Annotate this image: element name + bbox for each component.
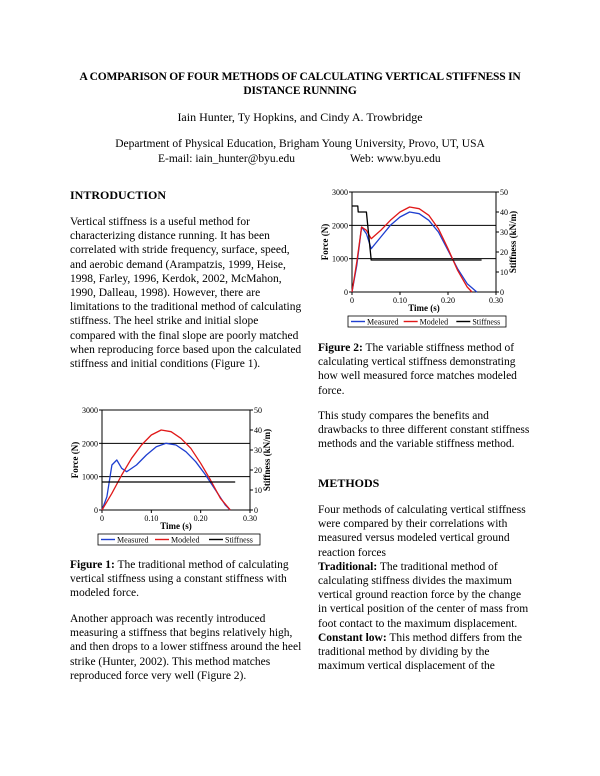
authors: Iain Hunter, Ty Hopkins, and Cindy A. Trowbridge bbox=[177, 110, 423, 124]
figure-2-y-right-tick-label: 10 bbox=[500, 268, 508, 277]
figure-2-x-tick-label: 0 bbox=[350, 296, 354, 305]
figure-2-y-right-axis-label: Stiffness (kN/m) bbox=[508, 210, 518, 274]
variable-stiffness-paragraph: Another approach was recently introduced measuring a stiffness that begins relatively high, and then drops to a lower stiffness around the heel strike (Hunter, 2002). This method matches reproduced force very well (Figure 2). bbox=[70, 613, 302, 682]
figure-1-plot-frame bbox=[102, 410, 250, 510]
methods-heading: METHODS bbox=[318, 476, 380, 490]
figure-1-plot bbox=[70, 406, 272, 545]
figure-1-y-right-tick-label: 40 bbox=[254, 426, 262, 435]
figure-1-y-right-tick-label: 50 bbox=[254, 406, 262, 415]
figure-2-legend-label-modeled: Modeled bbox=[419, 317, 449, 327]
figure-1-y-left-axis-label: Force (N) bbox=[70, 441, 80, 479]
figure-2-series-stiffness bbox=[352, 206, 482, 260]
figure-2-y-left-tick-label: 0 bbox=[344, 288, 348, 297]
traditional-label: Traditional: bbox=[318, 560, 378, 573]
figure-1-y-right-tick-label: 0 bbox=[254, 506, 258, 515]
figure-2-legend-label-measured: Measured bbox=[367, 317, 399, 327]
figure-2-y-left-axis-label: Force (N) bbox=[320, 223, 330, 261]
figure-1-y-left-tick-label: 0 bbox=[94, 506, 98, 515]
traditional-text: The traditional method of calculating stiffness divides the maximum vertical ground reaction force by the change in vertical position of the center of mass from foot contact to the maximum displacement. bbox=[318, 560, 529, 630]
figure-2-legend-label-stiffness: Stiffness bbox=[472, 317, 501, 327]
figure-1-x-tick-label: 0.30 bbox=[243, 514, 257, 523]
figure-2-chart bbox=[312, 184, 522, 332]
figure-1-label: Figure 1: bbox=[70, 559, 115, 571]
figure-2-caption bbox=[318, 341, 530, 398]
figure-1-legend-label-stiffness: Stiffness bbox=[225, 535, 253, 545]
figure-1-chart bbox=[62, 402, 272, 552]
figure-2-x-tick-label: 0.20 bbox=[441, 296, 455, 305]
figure-2-plot-frame bbox=[352, 192, 496, 292]
figure-2-y-left-tick-label: 2000 bbox=[332, 221, 348, 231]
figure-2-y-right-tick-label: 40 bbox=[500, 208, 508, 217]
figure-1-y-left-tick-label: 3000 bbox=[82, 406, 98, 415]
figure-1-caption bbox=[70, 558, 302, 601]
web-address: Web: www.byu.edu bbox=[350, 153, 441, 165]
methods-paragraph bbox=[318, 503, 530, 673]
figure-1-y-right-tick-label: 10 bbox=[254, 486, 262, 495]
introduction-paragraph: Vertical stiffness is a useful method for characterizing distance running. It has been correlated with stride frequency, surface, speed, and aerobic demand (Arampatzis, 1999, Heise, 1998, Farley, 1996, Kerdok, 2002, McMahon, 1990, Dalleau, 1998). However, there are limitations to the traditional method of calculating stiffness. The heel strike and initial slope compared with the final slope are poorly matched when reproducing force based upon the calculated stiffness and initial conditions (Figure 1). bbox=[70, 216, 302, 371]
figure-1-y-left-tick-label: 2000 bbox=[82, 439, 98, 449]
figure-2-y-left-tick-label: 3000 bbox=[332, 188, 348, 197]
affiliation: Department of Physical Education, Brigham Young University, Provo, UT, USA bbox=[115, 138, 485, 150]
figure-2-y-right-tick-label: 30 bbox=[500, 228, 508, 237]
figure-1-legend-label-modeled: Modeled bbox=[171, 535, 200, 545]
figure-1-caption-text: The traditional method of calculating vertical stiffness using a constant stiffness with modeled force. bbox=[70, 559, 289, 600]
figure-2-y-left-tick-label: 1000 bbox=[332, 254, 348, 264]
constant-low-label: Constant low: bbox=[318, 631, 387, 644]
figure-2-caption-text: The variable stiffness method of calculating vertical stiffness demonstrating how well measured force matches modeled force. bbox=[318, 342, 517, 397]
figure-2-x-axis-label: Time (s) bbox=[408, 303, 440, 313]
figure-2-plot bbox=[320, 188, 518, 327]
figure-2-y-right-tick-label: 50 bbox=[500, 188, 508, 197]
figure-1-y-right-axis-label: Stiffness (kN/m) bbox=[262, 428, 272, 492]
study-paragraph: This study compares the benefits and drawbacks to three different constant stiffness methods and the variable stiffness method. bbox=[318, 410, 530, 451]
constant-low-text: This method differs from the traditional method by dividing by the maximum vertical displacement of the bbox=[318, 631, 523, 673]
figure-1-y-right-tick-label: 30 bbox=[254, 446, 262, 455]
figure-1-series-modeled bbox=[102, 430, 230, 510]
figure-1-legend-label-measured: Measured bbox=[117, 535, 149, 545]
figure-2-label: Figure 2: bbox=[318, 342, 363, 354]
figure-2-x-tick-label: 0.30 bbox=[489, 296, 503, 305]
email: E-mail: iain_hunter@byu.edu bbox=[158, 153, 296, 165]
figure-2-y-right-tick-label: 20 bbox=[500, 248, 508, 257]
figure-1-x-tick-label: 0 bbox=[100, 514, 104, 523]
paper-title: A COMPARISON OF FOUR METHODS OF CALCULATING VERTICAL STIFFNESS IN DISTANCE RUNNING bbox=[79, 71, 521, 97]
figure-1-y-right-tick-label: 20 bbox=[254, 466, 262, 475]
figure-1-x-axis-label: Time (s) bbox=[160, 521, 192, 531]
methods-intro: Four methods of calculating vertical stiffness were compared by their correlations with measured versus modeled vertical ground reaction forces bbox=[318, 504, 526, 559]
figure-2-y-right-tick-label: 0 bbox=[500, 288, 504, 297]
introduction-heading: INTRODUCTION bbox=[70, 188, 167, 202]
figure-2-x-tick-label: 0.10 bbox=[393, 296, 407, 305]
figure-1-x-tick-label: 0.10 bbox=[144, 514, 159, 523]
figure-1-y-left-tick-label: 1000 bbox=[82, 472, 98, 482]
figure-1-x-tick-label: 0.20 bbox=[193, 514, 208, 523]
